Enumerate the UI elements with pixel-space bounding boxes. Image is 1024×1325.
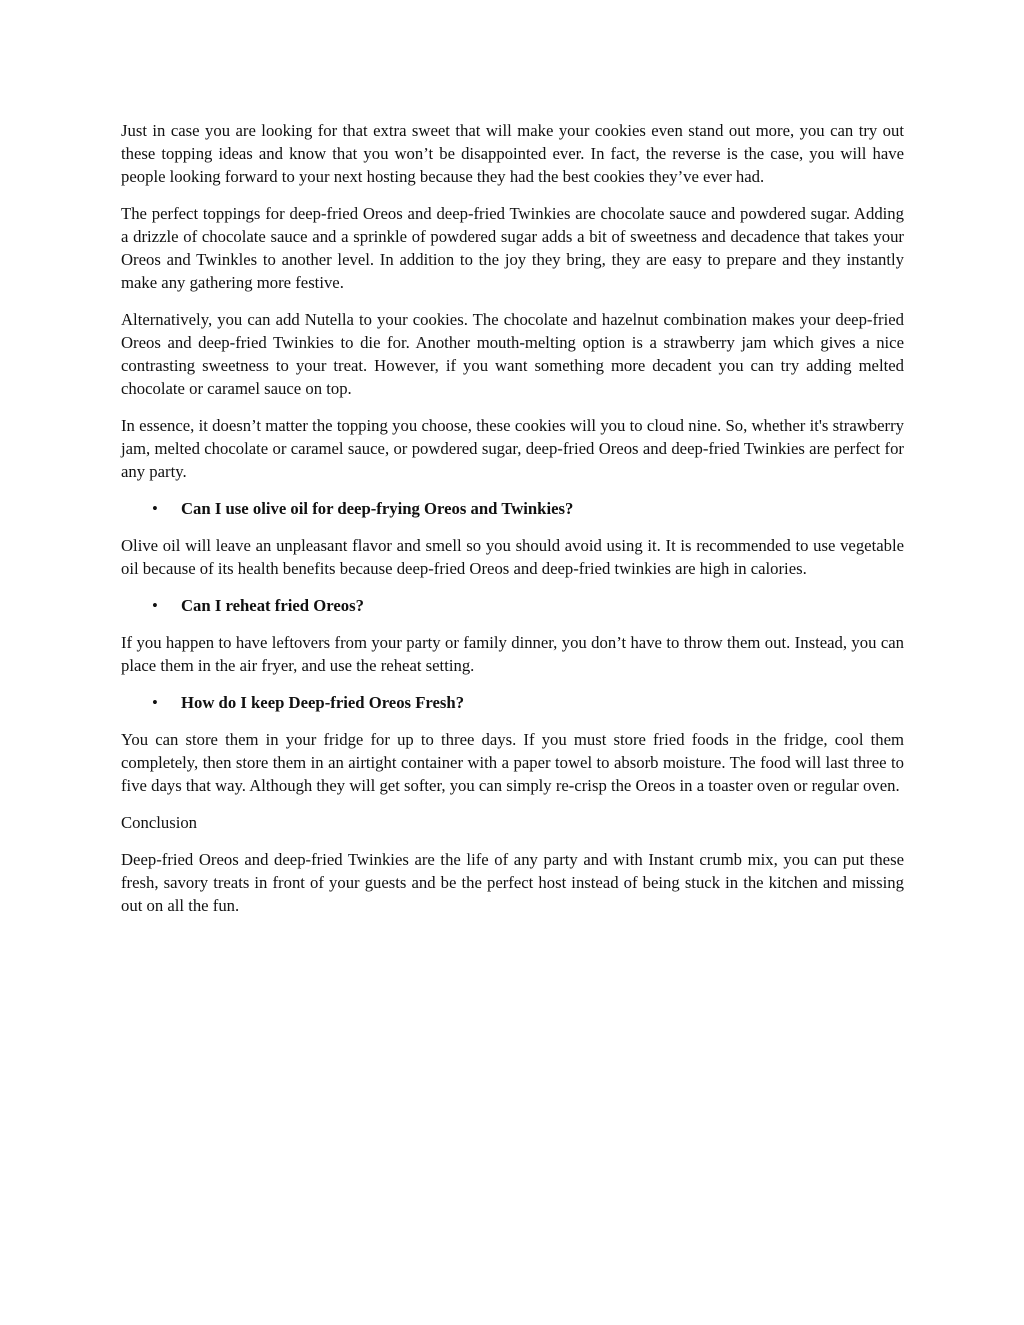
faq-question-text: How do I keep Deep-fried Oreos Fresh? — [181, 693, 465, 712]
faq-answer-reheat: If you happen to have leftovers from your party or family dinner, you don’t have to throw them out. Instead, you can place them in the air fryer, and use the reheat setting. — [121, 633, 904, 675]
faq-question-text: Can I use olive oil for deep-frying Oreos and Twinkies? — [181, 499, 574, 518]
faq-question-text: Can I reheat fried Oreos? — [181, 596, 364, 615]
faq-answer-olive-oil: Olive oil will leave an unpleasant flavor and smell so you should avoid using it. It is recommended to use vegetable oil because of its health benefits because deep-fried Oreos and deep-fried twinkies are high in calories. — [121, 536, 904, 578]
paragraph-perfect-toppings: The perfect toppings for deep-fried Oreos and deep-fried Twinkies are chocolate sauce and powdered sugar. Adding a drizzle of chocolate sauce and a sprinkle of powdered sugar adds a bit of sweetness and decadence that takes your Oreos and Twinkles to another level. In addition to the joy they bring, they are easy to prepare and they instantly make any gathering more festive. — [121, 204, 904, 292]
paragraph-extra-sweet: Just in case you are looking for that extra sweet that will make your cookies even stand out more, you can try out these topping ideas and know that you won’t be disappointed ever. In fact, the reverse is the case, you will have people looking forward to your next hosting because they had the best cookies they’ve ever had. — [121, 121, 904, 186]
faq-question-reheat — [121, 594, 904, 617]
bullet-icon: • — [152, 596, 158, 615]
faq-question-keep-fresh — [121, 691, 904, 714]
bullet-icon: • — [152, 499, 158, 518]
paragraph-in-essence: In essence, it doesn’t matter the topping you choose, these cookies will you to cloud nine. So, whether it's strawberry jam, melted chocolate or caramel sauce, or powdered sugar, deep-fried Oreos and deep-fried Twinkies are perfect for any party. — [121, 416, 904, 481]
document-page — [121, 119, 904, 931]
faq-answer-keep-fresh: You can store them in your fridge for up to three days. If you must store fried foods in the fridge, cool them completely, then store them in an airtight container with a paper towel to absorb moisture. The food will last three to five days that way. Although they will get softer, you can simply re-crisp the Oreos in a toaster oven or regular oven. — [121, 730, 904, 795]
bullet-icon: • — [152, 693, 158, 712]
faq-question-olive-oil — [121, 497, 904, 520]
conclusion-text: Deep-fried Oreos and deep-fried Twinkies are the life of any party and with Instant crumb mix, you can put these fresh, savory treats in front of your guests and be the perfect host instead of being stuck in the kitchen and missing out on all the fun. — [121, 850, 904, 915]
paragraph-nutella: Alternatively, you can add Nutella to your cookies. The chocolate and hazelnut combination makes your deep-fried Oreos and deep-fried Twinkies to die for. Another mouth-melting option is a strawberry jam which gives a nice contrasting sweetness to your treat. However, if you want something more decadent you can try adding melted chocolate or caramel sauce on top. — [121, 310, 904, 398]
conclusion-heading: Conclusion — [121, 813, 198, 832]
